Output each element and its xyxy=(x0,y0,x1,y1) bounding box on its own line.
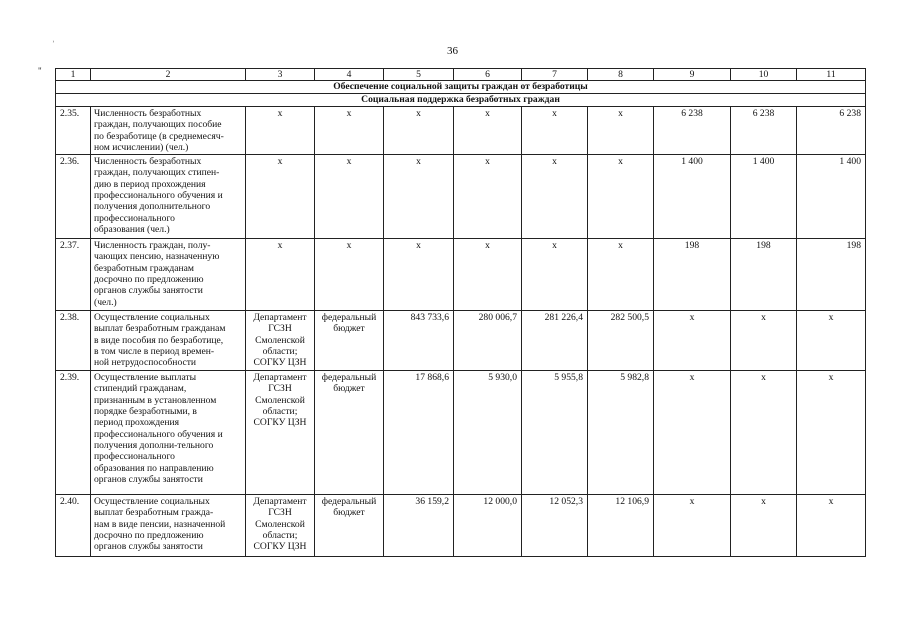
description-line: профессионального обучения и xyxy=(94,190,223,202)
value-col-7: х xyxy=(522,107,588,155)
value-col-9: 6 238 xyxy=(654,107,731,155)
description-line: Численность безработных xyxy=(94,108,202,119)
description-line: образования по направлению xyxy=(94,462,214,474)
executor-line: ГСЗН xyxy=(268,383,292,395)
executor-line: Департамент xyxy=(253,496,307,508)
row-number: 2.39. xyxy=(56,371,91,495)
description-line: дию в период прохождения xyxy=(94,178,206,190)
value-col-9: х xyxy=(654,495,731,557)
row-executor xyxy=(246,495,315,557)
value-col-11: х xyxy=(797,371,866,495)
row-description xyxy=(91,371,246,495)
row-description xyxy=(91,155,246,239)
value-col-9: х xyxy=(654,311,731,371)
program-table xyxy=(55,68,866,557)
section-title: Обеспечение социальной защиты граждан от безработицы xyxy=(56,81,866,94)
description-line: выплат безработным гражданам xyxy=(94,323,226,335)
value-col-10: х xyxy=(731,311,797,371)
executor-line: области; xyxy=(262,406,298,418)
executor-line: Смоленской xyxy=(255,518,305,530)
description-line: в том числе в период времен- xyxy=(94,346,215,358)
description-line: Осуществление выплаты xyxy=(94,372,197,384)
description-line: досрочно по предложению xyxy=(94,274,204,286)
value-col-11: 1 400 xyxy=(797,155,866,239)
description-line: получения дополни-тельного xyxy=(94,439,214,451)
table-row xyxy=(56,495,866,557)
value-col-10: 198 xyxy=(731,239,797,311)
value-col-9: 198 xyxy=(654,239,731,311)
description-line: безработным гражданам xyxy=(94,262,194,274)
executor-line: СОГКУ ЦЗН xyxy=(253,541,307,553)
description-line: нам в виде пенсии, назначенной xyxy=(94,518,226,530)
description-line: досрочно по предложению xyxy=(94,530,204,542)
description-line: порядке безработными, в xyxy=(94,406,197,418)
description-line: органов службы занятости xyxy=(94,541,203,553)
scan-mark-top: ˒ xyxy=(52,36,55,45)
header-cell: 8 xyxy=(588,69,654,81)
value-col-6: 280 006,7 xyxy=(454,311,522,371)
description-line: профессионального обучения и xyxy=(94,428,223,440)
value-col-8: х xyxy=(588,107,654,155)
header-cell: 9 xyxy=(654,69,731,81)
value-col-7: х xyxy=(522,155,588,239)
header-cell: 1 xyxy=(56,69,91,81)
row-number: 2.35. xyxy=(56,107,91,155)
value-col-6: 5 930,0 xyxy=(454,371,522,495)
row-number: 2.38. xyxy=(56,311,91,371)
value-col-5: х xyxy=(384,155,454,239)
value-col-6: 12 000,0 xyxy=(454,495,522,557)
executor-line: Департамент xyxy=(253,312,307,324)
description-line: Осуществление социальных xyxy=(94,312,210,324)
table-row xyxy=(56,311,866,371)
description-line: в виде пособия по безработице, xyxy=(94,334,224,346)
value-col-9: 1 400 xyxy=(654,155,731,239)
row-description xyxy=(91,239,246,311)
row-number: 2.37. xyxy=(56,239,91,311)
description-line: граждан, получающих стипен- xyxy=(94,167,220,179)
value-col-8: 282 500,5 xyxy=(588,311,654,371)
row-funding-source: федеральный бюджет xyxy=(315,311,384,371)
description-line: профессионального xyxy=(94,212,175,224)
description-line: признанным в установленном xyxy=(94,394,217,406)
value-col-6: х xyxy=(454,155,522,239)
row-funding-source: х xyxy=(315,107,384,155)
description-line: (чел.) xyxy=(94,296,117,308)
value-col-5: х xyxy=(384,239,454,311)
executor-line: СОГКУ ЦЗН xyxy=(253,357,307,369)
row-executor: х xyxy=(246,155,315,239)
description-line: Численность граждан, полу- xyxy=(94,240,211,252)
header-cell: 6 xyxy=(454,69,522,81)
value-col-11: 198 xyxy=(797,239,866,311)
value-col-10: 1 400 xyxy=(731,155,797,239)
value-col-10: х xyxy=(731,495,797,557)
value-col-5: х xyxy=(384,107,454,155)
row-funding-source: федеральный бюджет xyxy=(315,495,384,557)
description-line: чающих пенсию, назначенную xyxy=(94,251,220,263)
header-row xyxy=(56,69,866,81)
row-description xyxy=(91,495,246,557)
value-col-11: х xyxy=(797,311,866,371)
description-line: выплат безработным гражда- xyxy=(94,507,214,519)
row-description xyxy=(91,107,246,155)
row-number: 2.40. xyxy=(56,495,91,557)
table-row xyxy=(56,107,866,155)
value-col-11: х xyxy=(797,495,866,557)
row-number: 2.36. xyxy=(56,155,91,239)
description-line: образования (чел.) xyxy=(94,223,170,235)
description-line: Численность безработных xyxy=(94,156,202,168)
description-line: по безработице (в среднемесяч- xyxy=(94,130,224,142)
header-cell: 2 xyxy=(91,69,246,81)
header-cell: 3 xyxy=(246,69,315,81)
executor-line: области; xyxy=(262,530,298,542)
value-col-10: х xyxy=(731,371,797,495)
row-description xyxy=(91,311,246,371)
description-line: получения дополнительного xyxy=(94,201,211,213)
table-row xyxy=(56,371,866,495)
description-line: ной нетрудоспособности xyxy=(94,357,197,369)
row-executor: х xyxy=(246,239,315,311)
executor-line: ГСЗН xyxy=(268,507,292,519)
value-col-7: 5 955,8 xyxy=(522,371,588,495)
row-funding-source: х xyxy=(315,155,384,239)
value-col-7: 12 052,3 xyxy=(522,495,588,557)
value-col-5: 36 159,2 xyxy=(384,495,454,557)
value-col-8: х xyxy=(588,239,654,311)
header-cell: 5 xyxy=(384,69,454,81)
executor-line: области; xyxy=(262,346,298,358)
value-col-6: х xyxy=(454,239,522,311)
value-col-8: 5 982,8 xyxy=(588,371,654,495)
description-line: период прохождения xyxy=(94,417,180,429)
value-col-6: х xyxy=(454,107,522,155)
value-col-5: 17 868,6 xyxy=(384,371,454,495)
subsection-title: Социальная поддержка безработных граждан xyxy=(56,94,866,107)
row-executor: х xyxy=(246,107,315,155)
description-line: ном исчислении) (чел.) xyxy=(94,141,189,153)
row-funding-source: федеральный бюджет xyxy=(315,371,384,495)
executor-line: СОГКУ ЦЗН xyxy=(253,417,307,429)
description-line: профессионального xyxy=(94,451,175,463)
row-funding-source: х xyxy=(315,239,384,311)
description-line: органов службы занятости xyxy=(94,473,203,485)
value-col-8: 12 106,9 xyxy=(588,495,654,557)
subsection-row xyxy=(56,94,866,107)
value-col-8: х xyxy=(588,155,654,239)
description-line: Осуществление социальных xyxy=(94,496,210,508)
row-executor xyxy=(246,311,315,371)
header-cell: 11 xyxy=(797,69,866,81)
executor-line: Смоленской xyxy=(255,394,305,406)
header-cell: 4 xyxy=(315,69,384,81)
scan-mark-left: " xyxy=(38,66,42,76)
description-line: граждан, получающих пособие xyxy=(94,119,222,131)
row-executor xyxy=(246,371,315,495)
header-cell: 7 xyxy=(522,69,588,81)
section-row xyxy=(56,81,866,94)
executor-line: Смоленской xyxy=(255,334,305,346)
table-row xyxy=(56,155,866,239)
description-line: органов службы занятости xyxy=(94,285,203,297)
page-number: 36 xyxy=(447,45,458,57)
value-col-5: 843 733,6 xyxy=(384,311,454,371)
value-col-7: 281 226,4 xyxy=(522,311,588,371)
value-col-11: 6 238 xyxy=(797,107,866,155)
value-col-7: х xyxy=(522,239,588,311)
executor-line: Департамент xyxy=(253,372,307,384)
value-col-10: 6 238 xyxy=(731,107,797,155)
executor-line: ГСЗН xyxy=(268,323,292,335)
header-cell: 10 xyxy=(731,69,797,81)
table-row xyxy=(56,239,866,311)
value-col-9: х xyxy=(654,371,731,495)
description-line: стипендий гражданам, xyxy=(94,383,187,395)
